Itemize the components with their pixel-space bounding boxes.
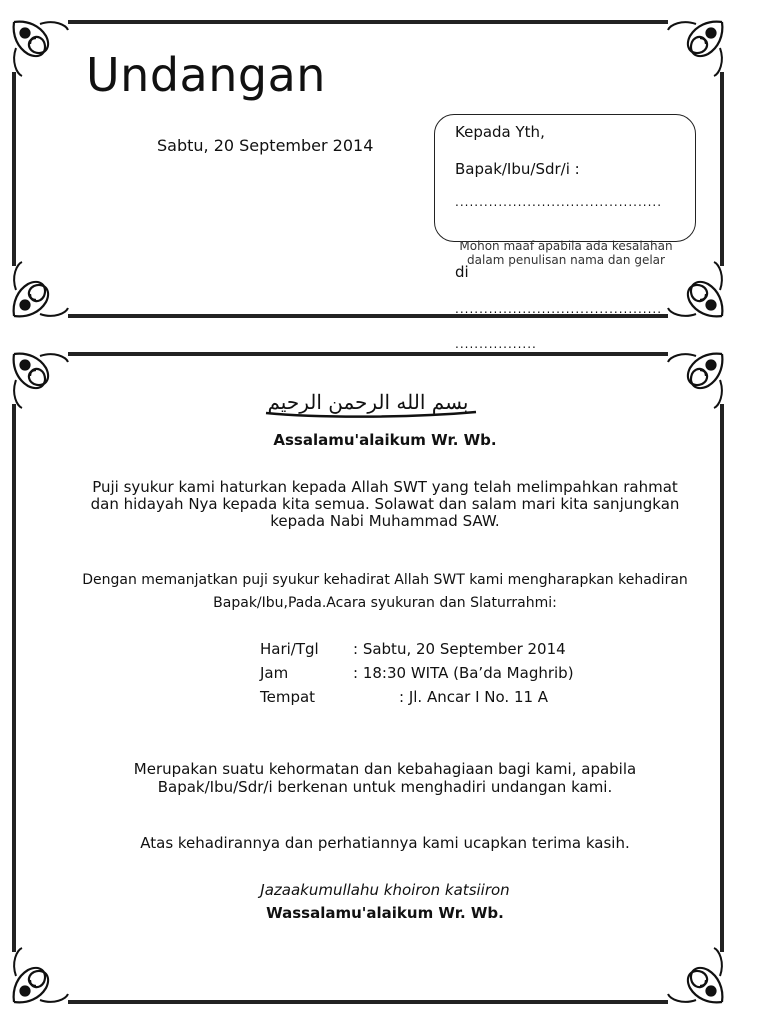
- invitation-paragraph: Dengan memanjatkan puji syukur kehadirat Allah SWT kami mengharapkan kehadiran Bapak/Ibu,Pada.Acara syukuran dan Slaturrahmi:: [82, 572, 688, 611]
- recipient-label: Bapak/Ibu/Sdr/i :: [455, 160, 580, 178]
- basmala-text: بسم الله الرحمن الرحيم: [267, 390, 469, 414]
- recipient-location-line: ...........................................: [455, 302, 663, 316]
- recipient-location-label: di: [455, 263, 469, 281]
- closing-prayer: Jazaakumullahu khoiron katsiiron: [260, 881, 510, 899]
- event-day-label: Hari/Tgl: [260, 640, 319, 658]
- basmala-calligraphy: [248, 374, 488, 430]
- event-place-value: : Jl. Ancar I No. 11 A: [399, 688, 549, 706]
- recipient-location-line-short: .................: [455, 337, 537, 351]
- event-details: [260, 640, 640, 712]
- event-time-row: [260, 664, 640, 688]
- opening-greeting: Assalamu'alaikum Wr. Wb.: [273, 431, 497, 449]
- thanks-paragraph: Atas kehadirannya dan perhatiannya kami ucapkan terima kasih.: [140, 834, 630, 852]
- event-place-label: Tempat: [260, 688, 316, 706]
- apology-note: Mohon maaf apabila ada kesalahan dalam penulisan nama dan gelar: [459, 239, 673, 267]
- honor-paragraph: Merupakan suatu kehormatan dan kebahagiaan bagi kami, apabila Bapak/Ibu/Sdr/i berkenan untuk menghadiri undangan kami.: [133, 760, 637, 796]
- event-time-label: Jam: [260, 664, 289, 682]
- opening-paragraph: Puji syukur kami haturkan kepada Allah SWT yang telah melimpahkan rahmat dan hidayah Nya kepada kita semua. Solawat dan salam mari kita sanjungkan kepada Nabi Muhammad SAW.: [90, 478, 680, 530]
- event-place-row: [260, 688, 640, 712]
- event-day-row: [260, 640, 640, 664]
- recipient-name-line: ...........................................: [455, 195, 663, 209]
- event-date: Sabtu, 20 September 2014: [157, 136, 374, 155]
- recipient-greeting: Kepada Yth,: [455, 123, 545, 141]
- invitation-title: Undangan: [86, 48, 326, 102]
- event-time-value: : 18:30 WITA (Ba’da Maghrib): [353, 664, 574, 682]
- closing-greeting: Wassalamu'alaikum Wr. Wb.: [266, 904, 504, 922]
- event-day-value: : Sabtu, 20 September 2014: [353, 640, 566, 658]
